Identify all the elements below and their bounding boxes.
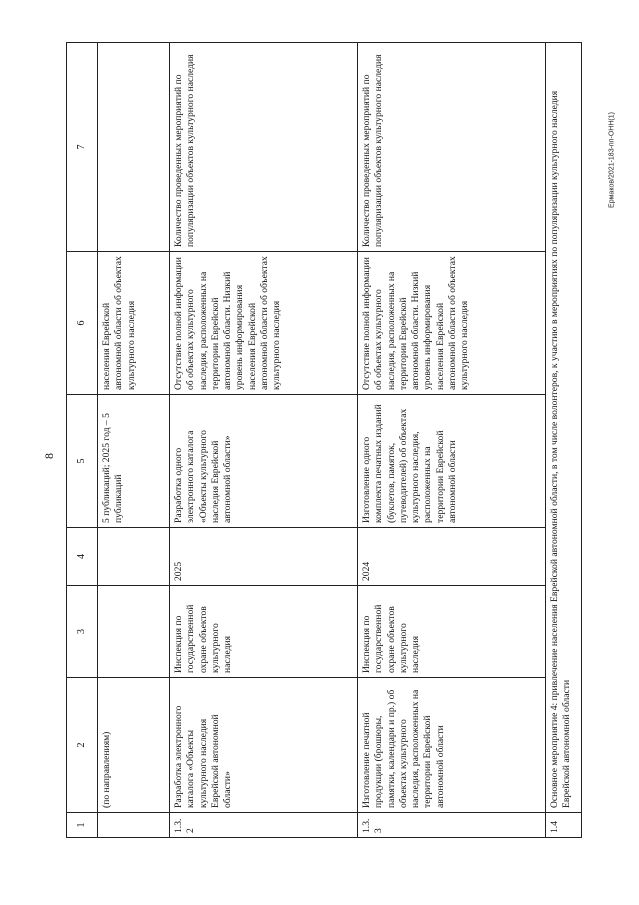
table-header-row: [67, 43, 98, 838]
cell-number: 1.3.3: [358, 813, 546, 838]
cell-consequences: Отсутствие полной информации об объектах культурного наследия, расположенных на территории Еврейской автономной области. Низкий уровень информирования населения Еврейской автономной области об объектах культурного наследия: [170, 252, 358, 395]
rotated-table-page: [66, 43, 576, 838]
header-cell: 3: [67, 586, 98, 678]
page-number: 8: [42, 453, 56, 459]
cell-number: 1.3.2: [170, 813, 358, 838]
cell-consequences: Отсутствие полной информации об объектах культурного наследия, расположенных на территории Еврейской автономной области. Низкий уровень информирования населения Еврейской автономной области об объектах культурного наследия: [358, 252, 546, 395]
cell-consequences: населения Еврейской автономной области об объектах культурного наследия: [98, 252, 170, 395]
cell-number: 1.4: [546, 813, 582, 838]
cell-result: 5 публикаций; 2025 год – 5 публикаций: [98, 395, 170, 528]
cell-name: Разработка электронного каталога «Объекты культурного наследия Еврейской автономной области»: [170, 678, 358, 813]
cell-name: Изготовление печатной продукции (брошюры, памятки, календари и пр.) об объектах культурного наследия, расположенных на территории Еврейской автономной области: [358, 678, 546, 813]
cell-number: [98, 813, 170, 838]
measures-table: [66, 42, 582, 838]
cell-indicator: [98, 43, 170, 252]
cell-result: Изготовление одного комплекта печатных изданий (буклетов, памяток, путеводителей) об объектах культурного наследия, расположенных на территории Еврейской автономной области: [358, 395, 546, 528]
cell-name: (по направлениям): [98, 678, 170, 813]
cell-result: Разработка одного электронного каталога «Объекты культурного наследия Еврейской автономной области»: [170, 395, 358, 528]
header-cell: 2: [67, 678, 98, 813]
cell-main-measure: Основное мероприятие 4: привлечение населения Еврейской автономной области, в том числе волонтеров, к участию в мероприятиях по популяризации культурного наследия Еврейской автономной области: [546, 43, 582, 813]
cell-indicator: Количество проведенных мероприятий по популяризации объектов культурного наследия: [358, 43, 546, 252]
header-cell: 5: [67, 395, 98, 528]
header-cell: 7: [67, 43, 98, 252]
cell-year: [98, 528, 170, 586]
table-row: [358, 43, 546, 838]
cell-year: 2025: [170, 528, 358, 586]
cell-indicator: Количество проведенных мероприятий по популяризации объектов культурного наследия: [170, 43, 358, 252]
header-cell: 1: [67, 813, 98, 838]
table-row: [170, 43, 358, 838]
cell-year: 2024: [358, 528, 546, 586]
header-cell: 4: [67, 528, 98, 586]
cell-executor: Инспекция по государственной охране объектов культурного наследия: [170, 586, 358, 678]
footer-code: Ермаков/2021-183-пп-ОНН(1): [608, 112, 616, 208]
header-cell: 6: [67, 252, 98, 395]
table-row-continued: [98, 43, 170, 838]
cell-executor: [98, 586, 170, 678]
cell-executor: Инспекция по государственной охране объектов культурного наследия: [358, 586, 546, 678]
table-row-main-measure: [546, 43, 582, 838]
